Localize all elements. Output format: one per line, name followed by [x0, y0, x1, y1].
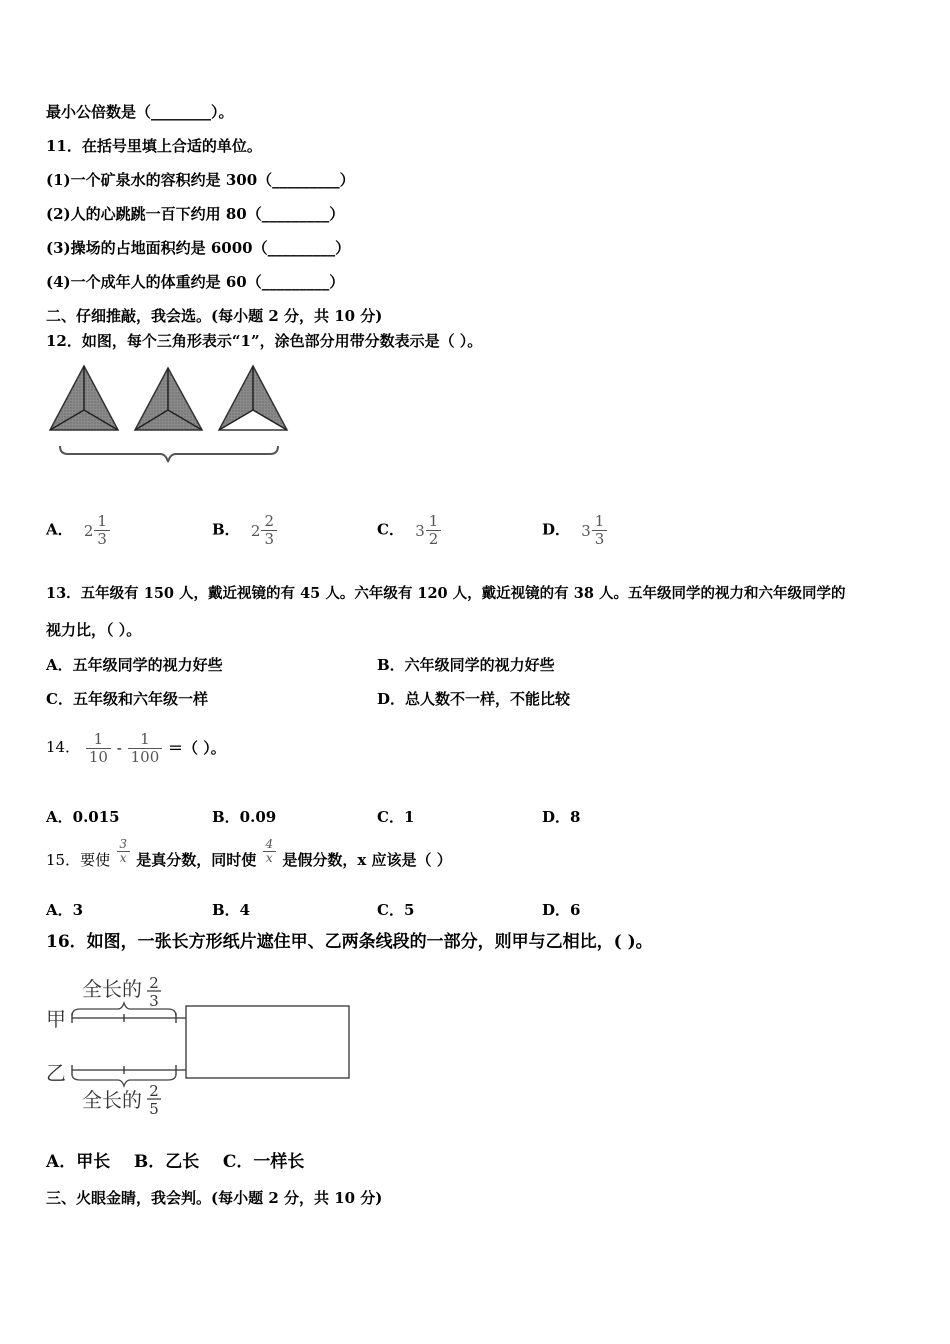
- triangle-1: [50, 366, 118, 430]
- q16-top-num: 2: [149, 974, 159, 992]
- q16-title: 16．如图，一张长方形纸片遮住甲、乙两条线段的一部分，则甲与乙相比，( )。: [46, 932, 653, 952]
- q13-option-a[interactable]: A．五年级同学的视力好些: [46, 656, 223, 674]
- q14-option-a[interactable]: A．0.015: [46, 808, 120, 826]
- q15-line: [46, 838, 452, 882]
- q13-option-d[interactable]: D．总人数不一样，不能比较: [377, 690, 571, 708]
- q11-item-1: (1)一个矿泉水的容积约是 300（_________）: [46, 171, 355, 189]
- q15-option-b[interactable]: B．4: [212, 901, 251, 919]
- q15-prefix: 15．要使: [46, 851, 111, 869]
- q15-fraction-1: $\frac{3}{x}$: [116, 838, 130, 865]
- q11-item-2: (2)人的心跳跳一百下约用 80（_________）: [46, 205, 345, 223]
- q16-top-den: 3: [149, 992, 159, 1010]
- q16-line-b-label: 乙: [46, 1061, 66, 1085]
- q14-option-b[interactable]: B．0.09: [212, 808, 277, 826]
- q12-triangles-figure: [46, 362, 296, 470]
- q16-options[interactable]: A．甲长 B．乙长 C．一样长: [46, 1152, 305, 1172]
- q12-option-b[interactable]: B． 2 $\frac{2}{3}$: [212, 513, 278, 548]
- triangle-2: [135, 368, 202, 430]
- q15-option-a[interactable]: A．3: [46, 901, 84, 919]
- q12-option-d[interactable]: D． 3 $\frac{1}{3}$: [542, 513, 608, 548]
- q15-option-d[interactable]: D．6: [542, 901, 581, 919]
- q13-option-b[interactable]: B．六年级同学的视力好些: [377, 656, 555, 674]
- q16-bottom-num: 2: [149, 1082, 159, 1100]
- q15-fraction-2: $\frac{4}{x}$: [262, 838, 276, 865]
- q15-middle: 是真分数，同时使: [136, 851, 257, 869]
- q16-line-a-label: 甲: [46, 1007, 66, 1031]
- section-3-title: 三、火眼金睛，我会判。(每小题 2 分，共 10 分): [46, 1189, 383, 1207]
- q16-paper-rect: [186, 1006, 349, 1078]
- q14-option-c[interactable]: C．1: [377, 808, 415, 826]
- q12-option-a[interactable]: A． 2 $\frac{1}{3}$: [46, 513, 111, 548]
- q12-title: 12．如图，每个三角形表示“1”，涂色部分用带分数表示是（ ）。: [46, 332, 483, 350]
- q14-fraction-1: $\frac{1}{10}$: [86, 731, 111, 766]
- q16-figure: [44, 970, 364, 1120]
- q14-tail: ＝（ ）。: [168, 739, 226, 757]
- q11-item-4: (4)一个成年人的体重约是 60（_________）: [46, 273, 345, 291]
- q14-line: [46, 729, 226, 766]
- triangle-3: [219, 366, 287, 430]
- q13-title-cont: 视力比，（ ）。: [46, 621, 142, 639]
- q14-option-d[interactable]: D．8: [542, 808, 581, 826]
- q12-option-c[interactable]: C． 3 $\frac{1}{2}$: [377, 513, 442, 548]
- q15-suffix: 是假分数，x 应该是（ ）: [282, 851, 452, 869]
- q11-item-3: (3)操场的占地面积约是 6000（_________）: [46, 239, 351, 257]
- q14-number: 14．: [46, 738, 81, 756]
- line-lcm: 最小公倍数是（________）。: [46, 103, 234, 121]
- q14-fraction-2: $\frac{1}{100}$: [128, 731, 163, 766]
- q16-bottom-brace: [72, 1074, 176, 1086]
- q14-minus: -: [116, 739, 122, 757]
- q12-brace: [60, 446, 278, 462]
- q15-option-c[interactable]: C．5: [377, 901, 415, 919]
- q11-title: 11．在括号里填上合适的单位。: [46, 137, 262, 155]
- q16-bottom-label: 全长的: [82, 1088, 142, 1112]
- q13-title: 13．五年级有 150 人，戴近视镜的有 45 人。六年级有 120 人，戴近视镜的有 38 人。五年级同学的视力和六年级同学的: [46, 585, 846, 602]
- q13-option-c[interactable]: C．五年级和六年级一样: [46, 690, 208, 708]
- q16-top-label: 全长的: [82, 977, 142, 1001]
- q16-bottom-den: 5: [149, 1100, 159, 1118]
- section-2-title: 二、仔细推敲，我会选。(每小题 2 分，共 10 分): [46, 307, 383, 325]
